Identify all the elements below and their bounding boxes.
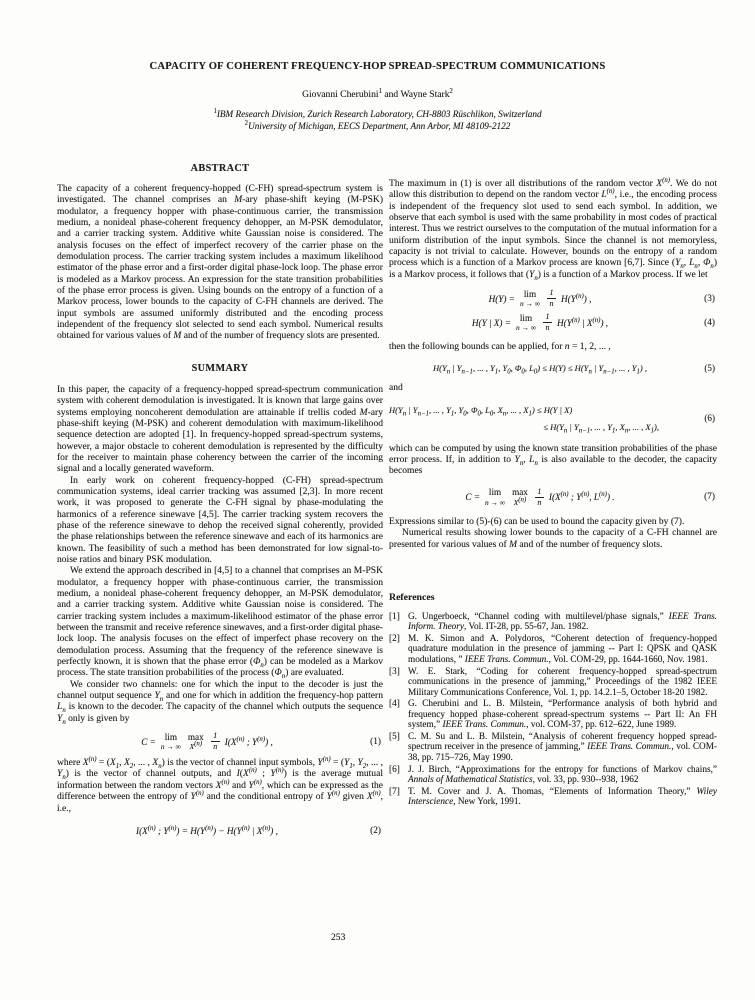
reference-label: [3] <box>389 666 400 677</box>
equation-3: H(Y) = lim n → ∞ $\frac{1}{n}$ $H(Y^{(n)})$ , (3) <box>488 288 715 309</box>
reference-label: [6] <box>389 764 400 775</box>
reference-item <box>389 732 717 764</box>
reference-text: G. Cherubini and L. B. Milstein, “Performance analysis of both hybrid and frequency hopped phase-coherent spread-spectrum systems -- Part II: An FH system,” IEEE Trans. Commun., vol. COM-37, pp. 612–622, June 1989. <box>408 699 717 731</box>
authors-line: Giovanni Cherubini$^1$ and Wayne Stark$^2$ <box>302 87 453 100</box>
reference-label: [5] <box>389 731 400 742</box>
reference-item <box>389 699 717 731</box>
reference-text: W. E. Stark, “Coding for coherent frequency-hopped spread-spectrum communications in the presence of jamming,” Proceedings of the 1982 IEEE Military Communications Conference, Vol. 1, pp. 14.2.1–5, October 18-20 1982. <box>408 666 717 698</box>
equation-7: C = lim n → ∞ max $X^{(n)}$ $\frac{1}{n}$ $I(X^{(n)}$ ; $Y^{(n)}$, $L^{(n)}$) . (7) <box>465 486 715 507</box>
equation-1: C = lim n → ∞ max $X^{(n)}$ $\frac{1}{n}$ $I(X^{(n)}$ ; $Y^{(n)}$) , (1) <box>141 731 381 752</box>
reference-item <box>389 667 717 699</box>
bounds-intro-line: then the following bounds can be applied, for n = 1, 2, ... , <box>389 341 611 353</box>
summary-paragraph-3: We extend the approach described in [4,5] to a channel that comprises an M-PSK modulator, a frequency hopper with phase-continuous carrier, the transmission medium, a nonideal phase-coherent frequency dehopper, an M-PSK demodulator, and a carrier tracking system. Additive white Gaussian noise is considered. The carrier tracking system includes a maximum-likelihood estimator of the phase error between the transmit and receive reference sinewaves, and a first-order digital phase-lock loop. The analysis focuses on the effect of imperfect phase recovery on the demodulation process. Assuming that the frequency of the reference sinewave is perfectly known, it is shown that the phase error $(\Phi_n)$ can be modeled as a Markov process. The state transition probabilities of the process $(\Phi_n)$ are evaluated. <box>57 565 383 681</box>
reference-item <box>389 787 717 808</box>
summary-paragraph-4: We consider two channels: one for which the input to the decoder is just the channel output sequence $Y_n$ and one for which in addition the frequency-hop pattern $L_n$ is known to the decoder. The capacity of the channel which outputs the sequence $Y_n$ only is given by <box>57 678 384 726</box>
affiliation-2: $^2$University of Michigan, EECS Department, Ann Arbor, MI 48109-2122 <box>244 119 511 131</box>
page-number: 253 <box>331 932 346 943</box>
and-connector: and <box>389 382 403 394</box>
expressions-paragraph: Expressions similar to (5)-(6) can be used to bound the capacity given by (7). <box>389 515 685 527</box>
reference-text: C. M. Su and L. B. Milstein, “Analysis of coherent frequency hopped spread-spectrum receiver in the presence of jamming,” IEEE Trans. Commun., vol. COM-38, pp. 715–726, May 1990. <box>408 731 717 763</box>
reference-item <box>389 634 717 666</box>
left-column <box>57 163 383 838</box>
summary-heading: SUMMARY <box>191 362 249 374</box>
right-column <box>389 178 717 809</box>
references-list <box>389 612 717 808</box>
abstract-heading: ABSTRACT <box>190 163 250 174</box>
reference-item <box>389 765 717 786</box>
computed-paragraph: which can be computed by using the known state transition probabilities of the phase error process. If, in addition to $Y_n$, $L_n$ is also available to the decoder, the capacity becomes <box>389 442 717 477</box>
summary-paragraph-1: In this paper, the capacity of a frequency-hopped spread-spectrum communication system with coherent demodulation is investigated. It is known that large gains over systems employing noncoherent demodulation are attainable if trellis coded M-ary phase-shift keying (M-PSK) and coherent demodulation with maximum-likelihood sequence detection are adopted [1]. In frequency-hopped spread-spectrum systems, however, a major obstacle to coherent demodulation is represented by the difficulty for the receiver to maintain phase coherency between the carrier of the incoming signal and a locally generated waveform. <box>57 383 383 475</box>
reference-text: G. Ungerboeck, “Channel coding with multilevel/phase signals,” IEEE Trans. Inform. Theory, Vol. IT-28, pp. 55-67, Jan. 1982. <box>408 611 717 633</box>
reference-item <box>389 612 717 633</box>
affiliation-1: $^1$IBM Research Division, Zurich Research Laboratory, CH-8803 Rüschlikon, Switzerland <box>213 107 542 119</box>
reference-text: M. K. Simon and A. Polydoros, “Coherent detection of frequency-hopped quadrature modulation in the presence of jamming -- Part I: QPSK and QASK modulations, ” IEEE Trans. Commun., Vol. COM-29, pp. 1644-1660, Nov. 1981. <box>408 633 717 666</box>
paper-title: CAPACITY OF COHERENT FREQUENCY-HOP SPREAD-SPECTRUM COMMUNICATIONS <box>149 61 606 72</box>
numerical-paragraph: Numerical results showing lower bounds to the capacity of a C-FH channel are presented for various values of M and of the number of frequency slots. <box>389 527 717 550</box>
body-paragraph-1: The maximum in (1) is over all distributions of the random vector $X^{(n)}$. We do not allow this distribution to depend on the random vector $L^{(n)}$, i.e., the encoding process is independent of the frequency slot used to send each symbol. In addition, we observe that each symbol is used with the same probability in most codes of practical interest. Thus we restrict ourselves to the computation of the mutual information for a uniform distribution of the input symbols. Since the channel is not memoryless, capacity is not trivial to calculate. However, bounds on the entropy of a random process which is a function of a Markov process are known [6,7]. Since ($Y_n$, $L_n$, $\Phi_n$) is a Markov process, it follows that $(Y_n)$ is a function of a Markov process. If we let <box>389 176 718 282</box>
where-paragraph: where $X^{(n)} = (X_1$, $X_2$, ... , $X_n$) is the vector of channel input symbols, $Y^{(n)} = (Y_1$, $Y_2$, ... , $Y_n$) is the vector of channel outputs, and $I(X^{(n)}$ ; $Y^{(n)}$) is the average mutual information between the random vectors $X^{(n)}$ and $Y^{(n)}$, which can be expressed as the difference between the entropy of $Y^{(n)}$ and the conditional entropy of $Y^{(n)}$ given $X^{(n)}$, i.e., <box>57 755 383 814</box>
abstract-text: The capacity of a coherent frequency-hopped (C-FH) spread-spectrum system is investigated. The channel comprises an M-ary phase-shift keying (M-PSK) modulator, a frequency hopper with phase-continuous carrier, the transmission medium, a nonideal phase-coherent frequency dehopper, an M-PSK demodulator, and a carrier tracking system. Additive white Gaussian noise is considered. The analysis focuses on the effect of imperfect recovery of the carrier phase on the demodulation process. The carrier tracking system includes a maximum likelihood estimator of the phase error and a first-order digital phase-lock loop. The phase error is modeled as a Markov process. An expression for the state transition probabilities of the phase error process is given. Using bounds on the entropy of a function of a Markov process, lower bounds to the capacity of C-FH channels are derived. The input symbols are assumed uniformly distributed and the encoding process independent of the frequency slot selected to send each symbol. Numerical results obtained for various values of M and of the number of frequency slots are presented. <box>57 183 383 342</box>
summary-paragraph-2: In early work on coherent frequency-hopped (C-FH) spread-spectrum communication systems, ideal carrier tracking was assumed [2,3]. In more recent work, it was proposed to generate the C-FH signal by phase-modulating the harmonics of a reference sinewave [4,5]. The carrier tracking system recovers the phase of the reference sinewave to dehop the received signal coherently, provided the phase relationships between the reference sinewave and each of its harmonics are known. The feasibility of such a method has been demonstrated for low signal-to-noise ratios and binary PSK modulation. <box>57 474 383 565</box>
reference-text: T. M. Cover and J. A. Thomas, “Elements of Information Theory,” Wiley Interscience, New York, 1991. <box>408 786 717 808</box>
reference-label: [7] <box>389 786 400 797</box>
equation-4: H(Y | X) = lim n → ∞ $\frac{1}{n}$ $H(Y^{(n)}$ | $X^{(n)}$) , (4) <box>471 312 715 333</box>
equation-5: $H(Y_n$ | $Y_{n-1}$, ... , $Y_1$, $Y_0$, $\Phi_0$, $L_0) \le H(Y) \le H(Y_n$ | $Y_{n-1}$, ... , $Y_1$) , (5) <box>432 363 715 377</box>
equation-6: $H(Y_n$ | $Y_{n-1}$, ... , $Y_1$, $Y_0$, $\Phi_0$, $L_0$, $X_n$, ... , $X_1) \le H(Y$ | X) ≤ $H(Y_n$ | $Y_{n-1}$, ... , $Y_1$, $X_n$, ... , $X_1$), (6) <box>389 404 715 435</box>
reference-label: [4] <box>389 699 400 710</box>
equation-2: $I(X^{(n)}$ ; $Y^{(n)}) = H(Y^{(n)}) - H(Y^{(n)}$ | $X^{(n)}$) , (2) <box>136 824 381 836</box>
reference-text: J. J. Birch, “Approximations for the entropy for functions of Markov chains,” Annals of Mathematical Statistics, vol. 33, pp. 930--938, 1962 <box>408 764 717 786</box>
references-heading: References <box>389 591 435 603</box>
reference-label: [2] <box>389 633 400 644</box>
reference-label: [1] <box>389 611 400 622</box>
